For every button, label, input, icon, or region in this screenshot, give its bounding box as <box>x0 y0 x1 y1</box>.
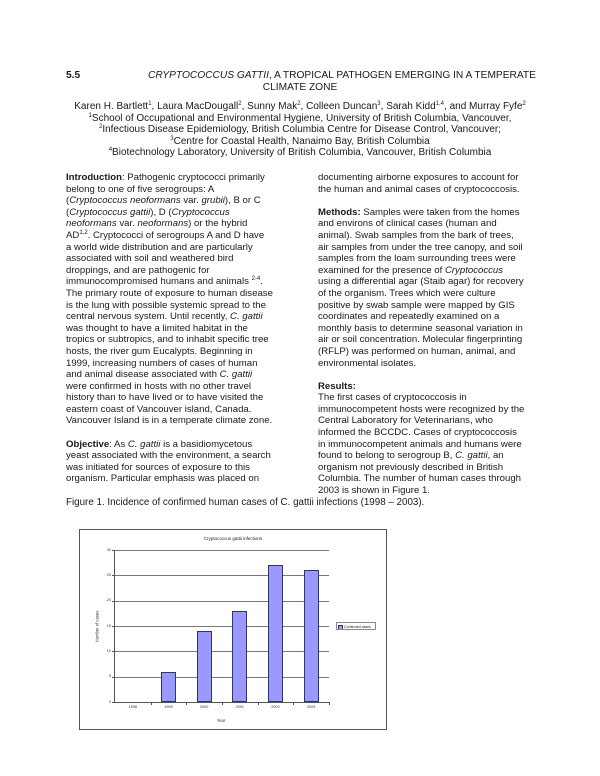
text-line: The first cases of cryptococcosis in <box>318 392 467 404</box>
y-tick-label: 15 <box>106 623 111 628</box>
x-tick-label: 1998 <box>128 705 138 709</box>
text-line: using a differential agar (Staib agar) for recovery <box>318 276 524 288</box>
legend-swatch-icon <box>338 625 343 630</box>
author-name: Colleen Duncan <box>306 101 378 112</box>
legend-label: Confirmed cases <box>344 625 371 629</box>
text-line: 1999, increasing numbers of cases of human <box>66 357 258 369</box>
text-line: The primary route of exposure to human disease <box>66 287 273 299</box>
text-line: belong to one of five serogroups: A <box>66 183 215 195</box>
author-name: Karen H. Bartlett <box>74 101 149 112</box>
text-line: (RFLP) was performed on human, animal, and <box>318 345 516 357</box>
x-tick-label: 2000 <box>199 705 209 709</box>
text-line: 2003 is shown in Figure 1. <box>318 485 430 497</box>
italic-term: Cryptococcus neoformans <box>69 195 181 207</box>
plot-area <box>106 547 329 709</box>
italic-term: Cryptococcus <box>444 264 504 276</box>
affiliation-line: $^3$Centre for Coastal Health, Nanaimo Bay, British Columbia <box>170 135 430 147</box>
italic-term: C. gattii <box>455 450 488 462</box>
text-line: Central Laboratory for Veterinarians, who <box>318 415 493 427</box>
italic-term: grubii <box>201 195 225 207</box>
author-affiliation-superscript: 3 <box>377 101 381 107</box>
left-column <box>66 172 306 485</box>
x-tick-mark <box>293 702 294 705</box>
y-tick-mark <box>112 550 115 551</box>
chart-frame <box>79 529 387 730</box>
text-line: Vancouver Island is in a temperate climate zone. <box>66 415 273 427</box>
text-line: droppings, and are pathogenic for <box>66 264 210 276</box>
text-line: organism. Particular emphasis was placed on <box>66 473 260 485</box>
italic-term: C. gattii <box>219 369 253 381</box>
x-tick-mark <box>222 702 223 705</box>
affiliation-line: $^2$Infectious Disease Epidemiology, British Columbia Centre for Disease Control, Vancouver; <box>98 124 502 135</box>
italic-term: neoformans <box>137 218 189 230</box>
right-column <box>318 172 558 497</box>
y-tick-mark <box>112 575 115 576</box>
text-line: Methods: Samples were taken from the homes <box>318 206 520 218</box>
text-line: animal). Swab samples from the bark of trees, <box>318 229 514 241</box>
results-section <box>318 381 558 497</box>
text-line: hosts, the river gum Eucalypts. Beginning in <box>66 345 253 357</box>
y-tick-label: 10 <box>106 648 111 653</box>
affiliation-line: $^4$Biotechnology Laboratory, University of British Columbia, Vancouver, British Columbia <box>108 147 492 158</box>
y-tick-label: 25 <box>106 572 111 577</box>
methods-section <box>318 207 558 369</box>
italic-term: neoformans <box>66 218 117 230</box>
text-line: samples from the loam surrounding trees were <box>318 253 516 265</box>
paper-number: 5.5 <box>66 70 81 81</box>
text-line: associated with soil and weathered bird <box>66 253 234 265</box>
affiliation-superscript: 3 <box>170 135 174 142</box>
text-line: is the lung with possible systemic spread to the <box>66 299 266 311</box>
y-tick-label: 0 <box>108 699 111 704</box>
author-name: Sunny Mak <box>247 101 298 112</box>
author-name: Laura MacDougall <box>157 101 239 112</box>
author-affiliation-superscript: 2 <box>297 101 301 107</box>
y-tick-label: 30 <box>106 547 111 552</box>
italic-term: Cryptococcus gattii <box>69 206 151 218</box>
affiliation-superscript: 4 <box>108 147 113 153</box>
chart-title: Cryptococcus gattii infections <box>203 536 263 541</box>
figure-caption: Figure 1. Incidence of confirmed human cases of C. gattii infections (1998 – 2003). <box>66 497 425 508</box>
y-axis-title: Number of cases <box>94 610 100 643</box>
y-tick-label: 20 <box>106 598 111 603</box>
text-line: air or soil concentration. Molecular fingerprinting <box>318 334 523 346</box>
italic-term: Cryptococcus <box>171 206 230 218</box>
paper-title-line1 <box>148 70 536 81</box>
gridline <box>115 601 329 602</box>
text-line: neoformans var. neoformans) or the hybrid <box>66 218 248 230</box>
text-line: examined for the presence of Cryptococcus <box>318 264 504 276</box>
section-heading: Objective <box>66 438 110 450</box>
x-tick-mark <box>329 702 330 705</box>
text-line: of the organism. Trees which were culture <box>318 287 496 299</box>
author-affiliation-superscript: 2 <box>238 101 242 107</box>
x-axis-title: Year <box>216 718 226 723</box>
citation-superscript: 1,2 <box>79 229 88 236</box>
y-tick-mark <box>112 626 115 627</box>
text-line: Objective: As C. gattii is a basidiomycetous <box>66 438 253 450</box>
objective-continued <box>318 172 558 195</box>
gridline <box>115 651 329 652</box>
y-tick-mark <box>112 702 115 703</box>
text-line: coordinates and repeatedly examined on a <box>318 311 500 323</box>
text-line: yeast associated with the environment, a search <box>66 450 271 462</box>
text-line: documenting airborne exposures to account for <box>318 172 519 183</box>
affiliation-superscript: 1 <box>88 112 92 119</box>
author-affiliation-superscript: 2 <box>522 101 526 107</box>
y-tick-mark <box>112 651 115 652</box>
y-tick-mark <box>112 677 115 678</box>
x-tick-label: 1999 <box>164 705 173 709</box>
text-line: tropics or subtropics, and to inhabit specific tree <box>66 334 269 346</box>
text-line <box>318 381 558 393</box>
section-heading: Results: <box>318 380 356 392</box>
text-line: and environs of clinical cases (human and <box>318 218 497 230</box>
text-line: was thought to have a limited habitat in the <box>66 322 248 334</box>
text-line: and animal disease associated with C. gattii <box>66 369 253 381</box>
italic-term: C. gattii <box>127 438 161 450</box>
x-tick-label: 2003 <box>306 705 316 709</box>
bar-2003 <box>304 570 319 702</box>
text-line: a world wide distribution and are particularly <box>66 241 253 253</box>
text-line: immunocompetent hosts were recognized by the <box>318 403 525 415</box>
bar-1999 <box>161 672 176 702</box>
text-line: were confirmed in hosts with no other travel <box>66 380 252 392</box>
title-rest: , A TROPICAL PATHOGEN EMERGING IN A TEMPERATE <box>268 70 536 81</box>
author-list: Karen H. Bartlett$^1$, Laura MacDougall$^2$, Sunny Mak$^2$, Colleen Duncan$^3$, Sarah Kidd$^{1,4}$, and Murray Fyfe$^2$ <box>74 101 526 112</box>
text-line: central nervous system. Until recently, C. gattii <box>66 311 263 323</box>
gridline <box>115 677 329 678</box>
text-line: informed the BCCDC. Cases of cryptococcosis <box>318 427 517 439</box>
author-affiliation-superscript: 1,4 <box>435 101 445 107</box>
text-line: air samples from under the tree canopy, and soil <box>318 241 523 253</box>
x-tick-mark <box>151 702 152 705</box>
citation-superscript: 2-4 <box>251 276 261 283</box>
paper-title-line2: CLIMATE ZONE <box>262 82 338 93</box>
affiliation-superscript: 2 <box>98 124 103 130</box>
text-line: the human and animal cases of cryptococcosis. <box>318 183 520 195</box>
text-line: environmental isolates. <box>318 357 417 369</box>
introduction-section <box>66 172 306 427</box>
gridline <box>115 575 329 576</box>
y-tick-label: 5 <box>108 674 111 679</box>
text-line: (Cryptococcus neoformans var. grubii), B or C <box>66 195 261 207</box>
gridline <box>115 626 329 627</box>
italic-term: C. gattii <box>230 311 263 323</box>
x-tick-label: 2001 <box>235 705 245 709</box>
bar-2000 <box>197 631 212 702</box>
x-tick-mark <box>258 702 259 705</box>
text-line: history than to have lived or to have visited the <box>66 392 264 404</box>
text-line: AD$^{1,2}$. Cryptococci of serogroups A and D have <box>66 229 265 241</box>
x-tick-label: 2002 <box>271 705 280 709</box>
affiliation-line: $^1$School of Occupational and Environmental Hygiene, University of British Columbia, Vancouver, <box>88 112 512 124</box>
gridline <box>115 550 329 551</box>
text-line: monthly basis to determine seasonal variation in <box>318 322 523 334</box>
text-line: organism not previously described in British <box>318 461 504 473</box>
y-tick-mark <box>112 601 115 602</box>
text-line: positive by swab sample were mapped by GIS <box>318 299 515 311</box>
section-heading: Methods: <box>318 206 361 218</box>
author-affiliation-superscript: 1 <box>148 101 152 107</box>
author-name: Sarah Kidd <box>386 101 436 112</box>
chart-legend <box>336 622 376 630</box>
text-line: in immunocompetent animals and humans were <box>318 438 522 450</box>
text-line: eastern coast of Vancouver island, Canada. <box>66 403 252 415</box>
bar-2002 <box>268 565 283 702</box>
x-tick-mark <box>186 702 187 705</box>
text-line: Introduction: Pathogenic cryptococci primarily <box>66 172 265 183</box>
author-name: Murray Fyfe <box>469 101 523 112</box>
text-line: Columbia. The number of human cases through <box>318 473 522 485</box>
bar-2001 <box>232 611 247 702</box>
text-line: found to belong to serogroup B, C. gattii, an <box>318 450 504 462</box>
text-line: was initiated for sources of exposure to this <box>66 461 250 473</box>
text-line: immunocompromised humans and animals $^{2-4}$. <box>66 276 263 288</box>
title-organism: CRYPTOCOCCUS GATTII <box>148 70 269 81</box>
section-heading: Introduction <box>66 172 122 183</box>
text-line: (Cryptococcus gattii), D (Cryptococcus <box>66 206 230 218</box>
objective-section <box>66 439 306 485</box>
